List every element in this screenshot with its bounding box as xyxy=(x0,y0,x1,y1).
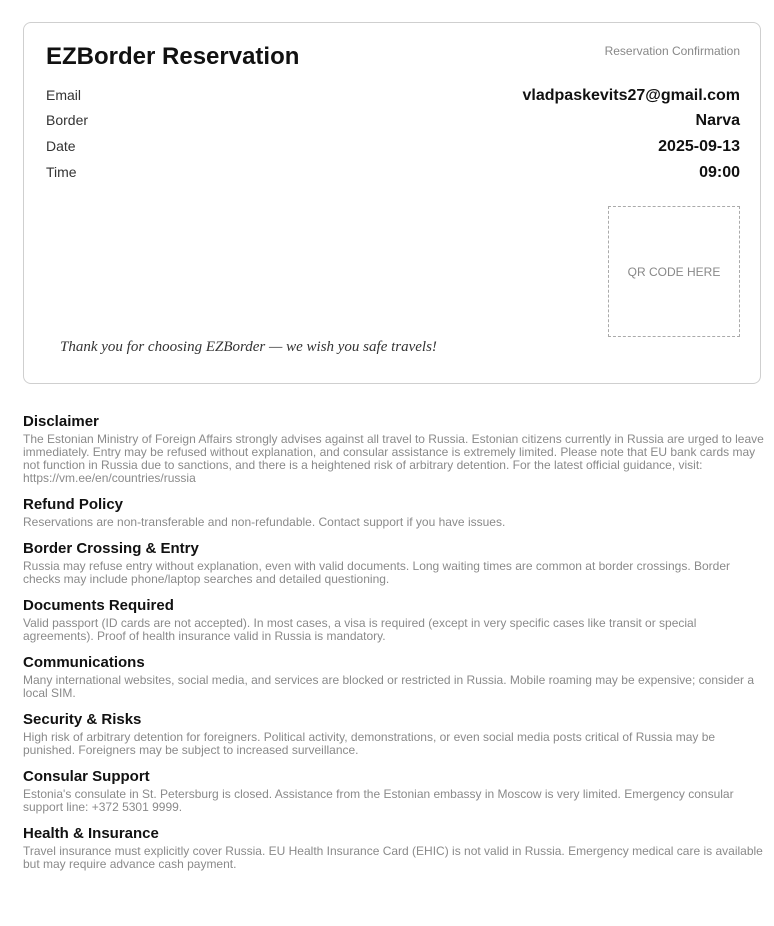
qr-code-placeholder: QR CODE HERE xyxy=(608,206,740,337)
field-label-border: Border xyxy=(46,112,89,128)
section-heading: Disclaimer xyxy=(23,413,99,430)
field-value-border: Narva xyxy=(695,112,740,129)
field-date xyxy=(46,138,740,160)
info-sections xyxy=(23,413,765,882)
section-health-insurance xyxy=(23,825,765,871)
card-subtitle: Reservation Confirmation xyxy=(604,44,740,58)
field-label-date: Date xyxy=(46,138,76,154)
section-documents-required xyxy=(23,597,765,643)
section-body: Travel insurance must explicitly cover Russia. EU Health Insurance Card (EHIC) is not valid in Russia. Emergency medical care is available but may require advance cash payment. xyxy=(23,844,763,871)
section-body: Reservations are non-transferable and non-refundable. Contact support if you have issues. xyxy=(23,515,506,529)
reservation-card xyxy=(23,22,761,384)
field-time xyxy=(46,164,740,186)
section-heading: Security & Risks xyxy=(23,711,142,728)
section-heading: Refund Policy xyxy=(23,496,124,513)
field-value-time: 09:00 xyxy=(699,164,740,181)
field-border xyxy=(46,112,740,134)
field-value-date: 2025-09-13 xyxy=(658,138,740,155)
section-body: The Estonian Ministry of Foreign Affairs strongly advises against all travel to Russia. Estonian citizens currently in Russia are urged to leave immediately. Entry may be refused without explanation, and consular assistance is extremely limited. Please note that EU bank cards may not function in Russia due to sanctions, and there is a heightened risk of arbitrary detention. For the latest official guidance, visit: https://vm.ee/en/countries/russia xyxy=(23,432,764,485)
section-communications xyxy=(23,654,765,700)
section-refund-policy xyxy=(23,496,765,529)
section-heading: Communications xyxy=(23,654,145,671)
field-email xyxy=(46,87,740,109)
section-consular-support xyxy=(23,768,765,814)
field-label-email: Email xyxy=(46,87,82,103)
section-disclaimer xyxy=(23,413,765,485)
section-heading: Documents Required xyxy=(23,597,174,614)
section-body: Estonia's consulate in St. Petersburg is closed. Assistance from the Estonian embassy in Moscow is very limited. Emergency consular support line: +372 5301 9999. xyxy=(23,787,734,814)
section-body: High risk of arbitrary detention for foreigners. Political activity, demonstrations, or even social media posts critical of Russia may be punished. Foreigners may be subject to increased surveillance. xyxy=(23,730,716,757)
section-security-risks xyxy=(23,711,765,757)
field-value-email: vladpaskevits27@gmail.com xyxy=(522,87,740,104)
section-heading: Health & Insurance xyxy=(23,825,159,842)
field-label-time: Time xyxy=(46,164,77,180)
section-body: Many international websites, social media, and services are blocked or restricted in Russia. Mobile roaming may be expensive; consider a local SIM. xyxy=(23,673,755,700)
section-border-crossing xyxy=(23,540,765,586)
section-heading: Border Crossing & Entry xyxy=(23,540,199,557)
section-body: Russia may refuse entry without explanation, even with valid documents. Long waiting times are common at border crossings. Border checks may include phone/laptop searches and detailed questioning. xyxy=(23,559,731,586)
section-body: Valid passport (ID cards are not accepted). In most cases, a visa is required (except in very specific cases like transit or special agreements). Proof of health insurance valid in Russia is mandatory. xyxy=(23,616,697,643)
section-heading: Consular Support xyxy=(23,768,150,785)
card-title: EZBorder Reservation xyxy=(46,43,300,70)
thank-you-message: Thank you for choosing EZBorder — we wish you safe travels! xyxy=(60,339,437,355)
